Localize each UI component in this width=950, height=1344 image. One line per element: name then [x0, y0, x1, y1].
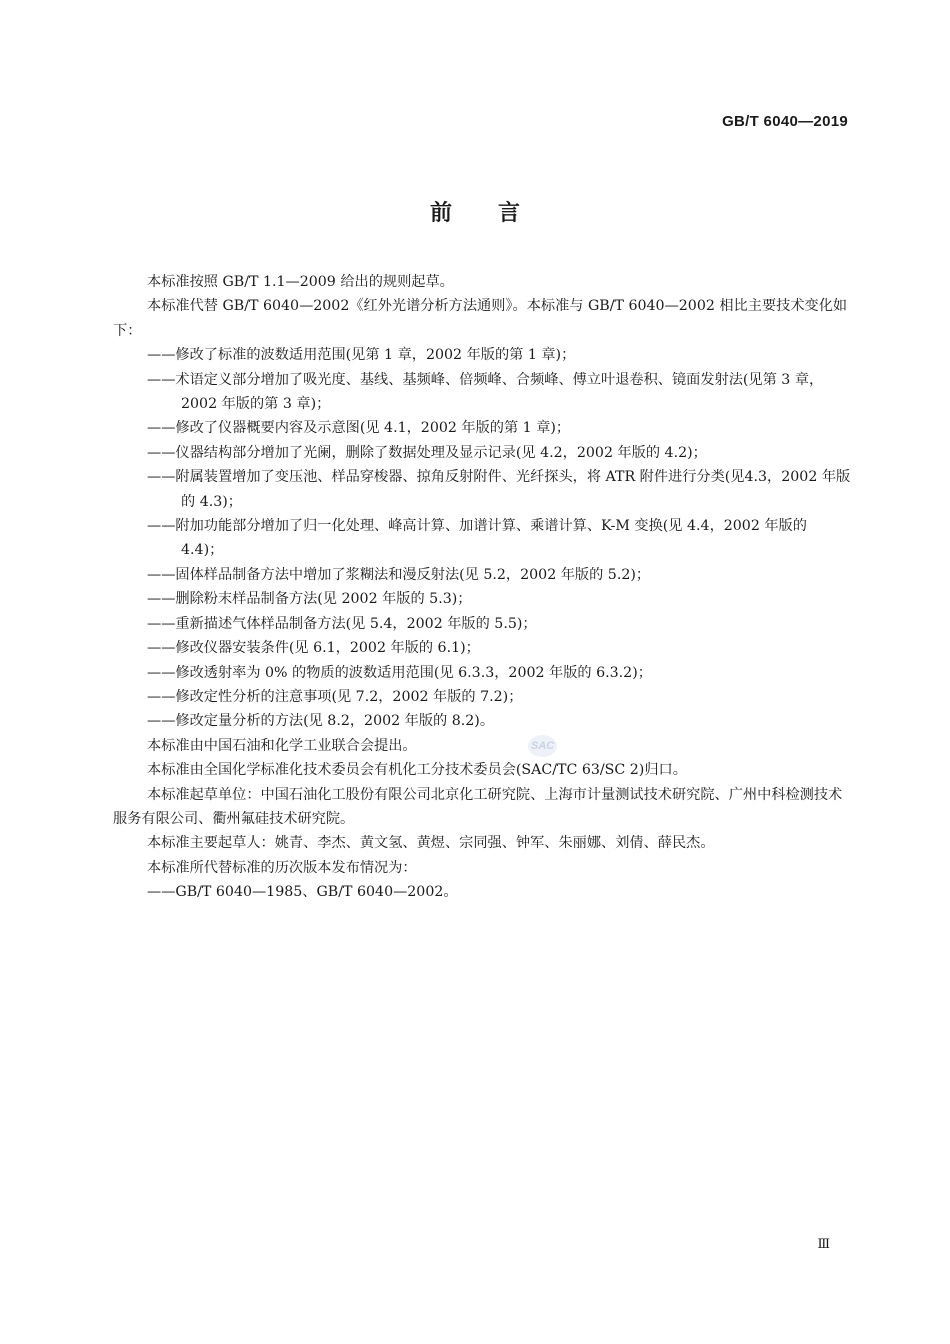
list-item: ——附属装置增加了变压池、样品穿梭器、掠角反射附件、光纤探头，将 ATR 附件进行分类(见4.3，2002 年版的 4.3)；	[147, 469, 851, 510]
list-item: ——重新描述气体样品制备方法(见 5.4，2002 年版的 5.5)；	[147, 615, 537, 632]
previous-versions: ——GB/T 6040—1985、GB/T 6040—2002。	[147, 884, 458, 901]
list-item: ——修改定量分析的方法(见 8.2，2002 年版的 8.2)。	[147, 713, 495, 730]
document-body	[113, 270, 851, 905]
standard-code: GB/T 6040—2019	[722, 113, 848, 130]
list-item: ——仪器结构部分增加了光阑，删除了数据处理及显示记录(见 4.2，2002 年版的 4.2)；	[147, 444, 707, 461]
list-item: ——术语定义部分增加了吸光度、基线、基频峰、倍频峰、合频峰、傅立叶退卷积、镜面发射法(见第 3 章，2002 年版的第 3 章)；	[147, 371, 824, 413]
list-item: ——附加功能部分增加了归一化处理、峰高计算、加谱计算、乘谱计算、K-M 变换(见 4.4，2002 年版的 4.4)；	[147, 518, 807, 559]
list-item: ——删除粉末样品制备方法(见 2002 年版的 5.3)；	[147, 591, 472, 608]
drafting-units-paragraph: 本标准起草单位：中国石油化工股份有限公司北京化工研究院、上海市计量测试技术研究院、广州中科检测技术服务有限公司、衢州氟硅技术研究院。	[113, 786, 843, 827]
committee-paragraph: 本标准由全国化学标准化技术委员会有机化工分技术委员会(SAC/TC 63/SC 2)归口。	[147, 762, 687, 779]
list-item: ——修改定性分析的注意事项(见 7.2，2002 年版的 7.2)；	[147, 688, 523, 705]
list-item: ——固体样品制备方法中增加了浆糊法和漫反射法(见 5.2，2002 年版的 5.2)；	[147, 566, 651, 583]
page-title: 前言	[429, 201, 566, 226]
list-item: ——修改了标准的波数适用范围(见第 1 章，2002 年版的第 1 章)；	[147, 347, 576, 364]
page-number: Ⅲ	[817, 1237, 830, 1252]
list-item: ——修改了仪器概要内容及示意图(见 4.1，2002 年版的第 1 章)；	[147, 420, 571, 437]
history-paragraph: 本标准所代替标准的历次版本发布情况为：	[147, 859, 417, 876]
sac-watermark: SAC	[528, 735, 557, 757]
replacement-paragraph: 本标准代替 GB/T 6040—2002《红外光谱分析方法通则》。本标准与 GB/T 6040—2002 相比主要技术变化如下：	[113, 298, 848, 339]
drafters-paragraph: 本标准主要起草人：姚青、李杰、黄文氢、黄煜、宗同强、钟军、朱丽娜、刘倩、薛民杰。	[147, 835, 715, 852]
list-item: ——修改透射率为 0% 的物质的波数适用范围(见 6.3.3，2002 年版的 6.3.2)；	[147, 664, 652, 681]
drafting-rule-paragraph: 本标准按照 GB/T 1.1—2009 给出的规则起草。	[147, 274, 454, 290]
proposer-paragraph: 本标准由中国石油和化学工业联合会提出。	[147, 737, 417, 754]
list-item: ——修改仪器安装条件(见 6.1，2002 年版的 6.1)；	[147, 640, 480, 657]
changes-list	[113, 343, 851, 734]
